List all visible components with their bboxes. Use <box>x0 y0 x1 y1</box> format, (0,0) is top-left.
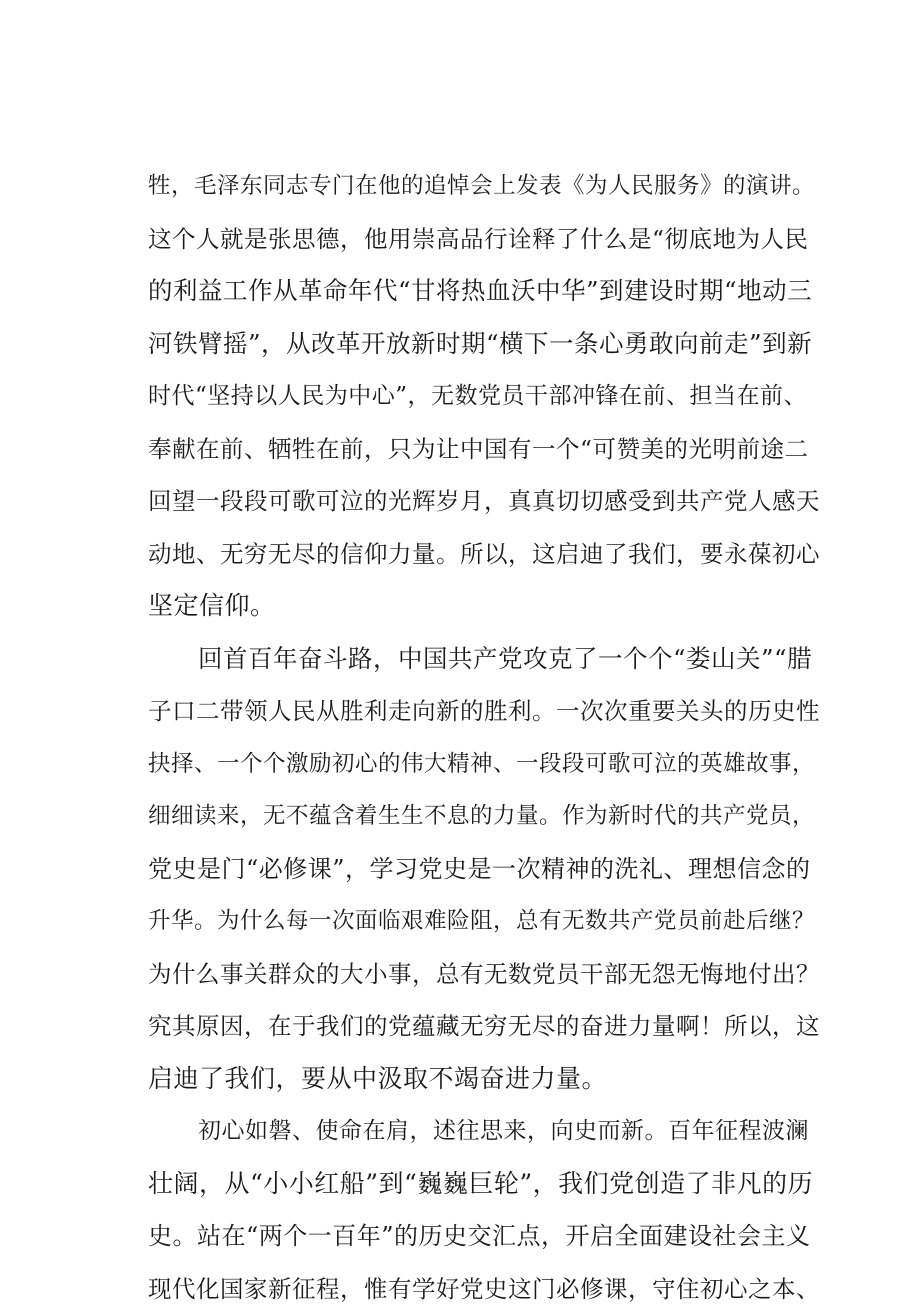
paragraph-start-line: 回首百年奋斗路，中国共产党攻克了一个个“娄山关”“腊 <box>148 633 808 686</box>
text-line: 子口二带领人民从胜利走向新的胜利。一次次重要关头的历史性 <box>148 685 808 738</box>
text-line: 究其原因，在于我们的党蕴藏无穷无尽的奋进力量啊！所以，这 <box>148 1000 808 1053</box>
text-line: 这个人就是张思德，他用崇高品行诠释了什么是“彻底地为人民 <box>148 213 808 266</box>
text-line: 动地、无穷无尽的信仰力量。所以，这启迪了我们，要永葆初心 <box>148 528 808 581</box>
text-line: 细细读来，无不蕴含着生生不息的力量。作为新时代的共产党员， <box>148 790 808 843</box>
body-text <box>148 160 808 1315</box>
text-line: 升华。为什么每一次面临艰难险阻，总有无数共产党员前赴后继？ <box>148 895 808 948</box>
paragraph-start-line: 初心如磐、使命在肩，述往思来，向史而新。百年征程波澜 <box>148 1105 808 1158</box>
text-line: 坚定信仰。 <box>148 580 808 633</box>
text-line: 时代“坚持以人民为中心”，无数党员干部冲锋在前、担当在前、 <box>148 370 808 423</box>
text-line: 奉献在前、牺牲在前，只为让中国有一个“可赞美的光明前途二 <box>148 423 808 476</box>
text-line: 现代化国家新征程，惟有学好党史这门必修课，守住初心之本、 <box>148 1263 808 1315</box>
text-line: 史。站在“两个一百年”的历史交汇点，开启全面建设社会主义 <box>148 1210 808 1263</box>
text-line: 抉择、一个个激励初心的伟大精神、一段段可歌可泣的英雄故事， <box>148 738 808 791</box>
text-line: 回望一段段可歌可泣的光辉岁月，真真切切感受到共产党人感天 <box>148 475 808 528</box>
text-line: 壮阔，从“小小红船”到“巍巍巨轮”，我们党创造了非凡的历 <box>148 1158 808 1211</box>
text-line: 牲，毛泽东同志专门在他的追悼会上发表《为人民服务》的演讲。 <box>148 160 808 213</box>
text-line: 启迪了我们，要从中汲取不竭奋进力量。 <box>148 1053 808 1106</box>
text-line: 为什么事关群众的大小事，总有无数党员干部无怨无悔地付出？ <box>148 948 808 1001</box>
text-line: 的利益工作从革命年代“甘将热血沃中华”到建设时期“地动三 <box>148 265 808 318</box>
text-line: 河铁臂摇”，从改革开放新时期“横下一条心勇敢向前走”到新 <box>148 318 808 371</box>
text-line: 党史是门“必修课”，学习党史是一次精神的洗礼、理想信念的 <box>148 843 808 896</box>
